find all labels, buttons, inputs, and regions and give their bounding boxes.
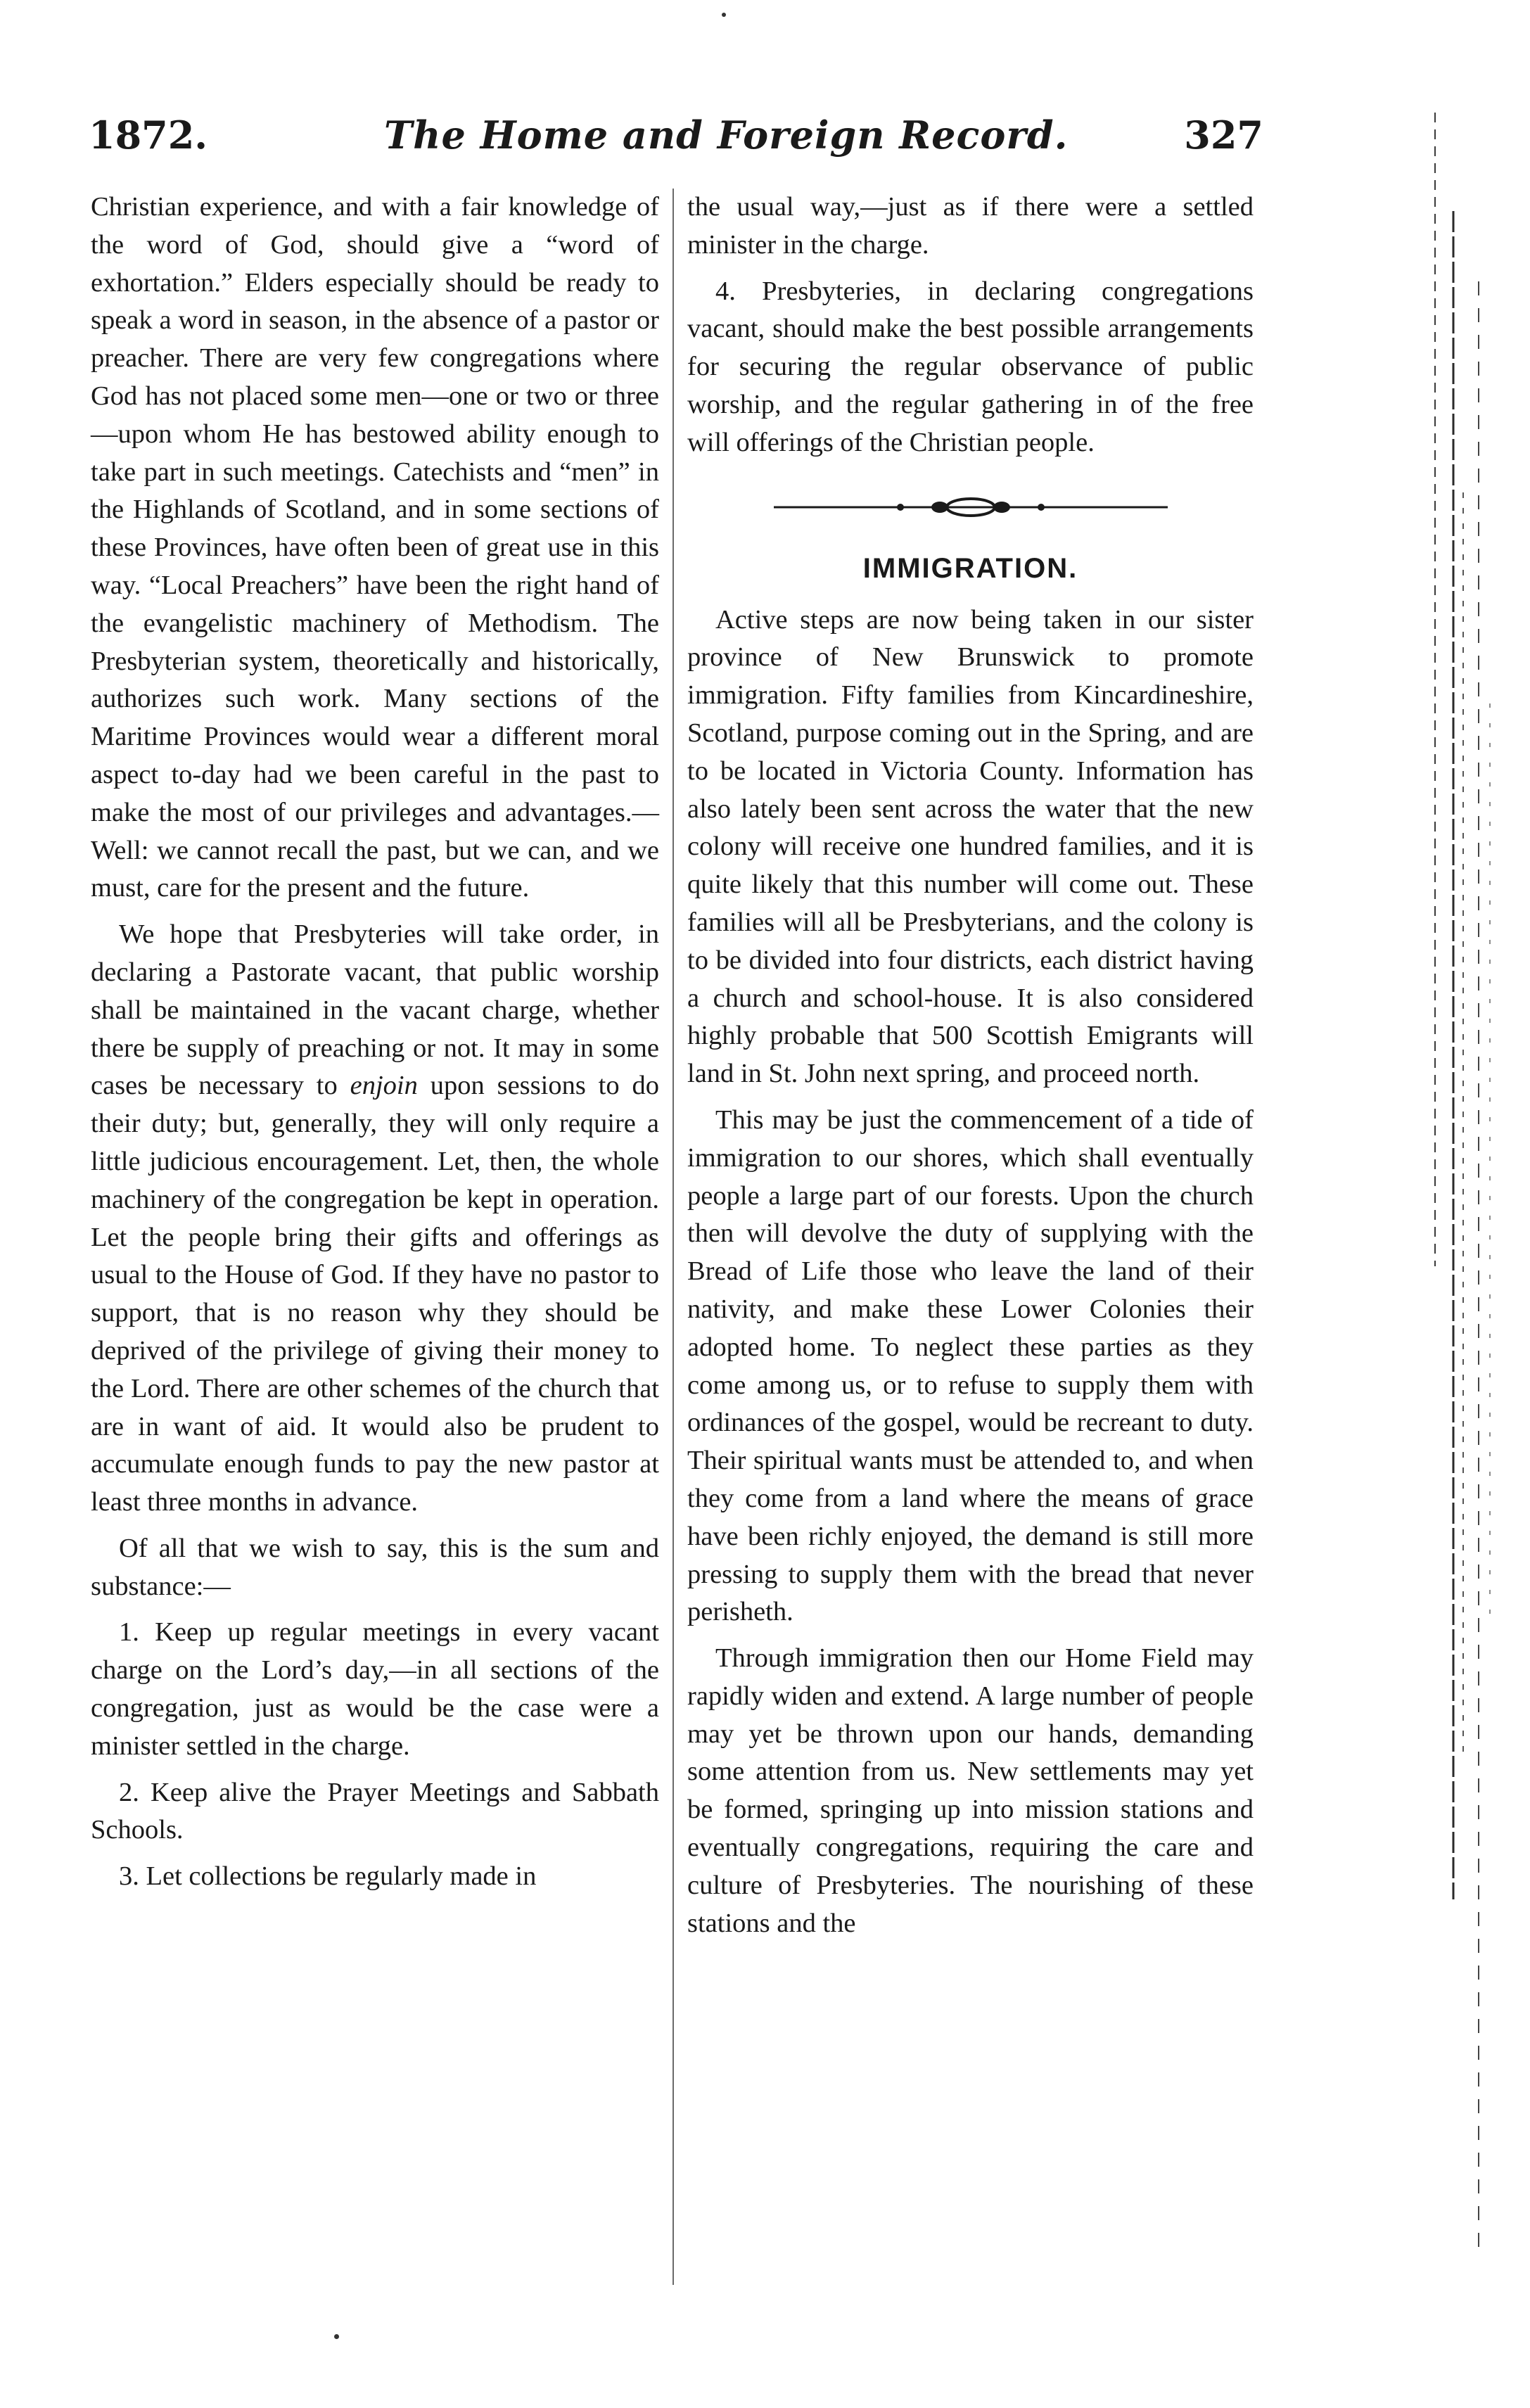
ornament-left-dot — [897, 504, 904, 511]
left-paragraph-2 — [91, 916, 659, 1522]
ornament-right-knot — [993, 502, 1010, 513]
right-paragraph-3: Through immigration then our Home Field may rapidly widen and extend. A large number of people may yet be thrown upon our hands, demanding some attention from us. New settlements may yet be formed, springing up into mission stations and eventually congregations, requiring the care and culture of Presbyteries. The nourishing of these stations and the — [687, 1643, 1254, 1938]
page-edge-shadow — [1420, 70, 1504, 2392]
left-paragraph-3: Of all that we wish to say, this is the sum and substance:— — [91, 1533, 659, 1601]
ink-speck — [334, 2334, 339, 2339]
ornament-left-knot — [931, 502, 948, 513]
list-item-4: 4. Presbyteries, in declaring congregations vacant, should make the best possible arrangements for securing the regular observance of public worship, and the regular gathering in of the free will offerings of the Christian people. — [687, 276, 1254, 457]
ornamental-rule — [774, 493, 1168, 521]
left-paragraph-2-text-b: upon sessions to do their duty; but, generally, they will only require a little judicious encouragement. Let, then, the whole machinery of the congregation be kept in operation. Let the people bring their gifts and offerings as usual to the House of God. If they have no pastor to support, that is no reason why they should be deprived of the privilege of giving their money to the Lord. There are other schemes of the church that are in want of aid. It would also be prudent to accumulate enough funds to pay the new pastor at least three months in advance. — [91, 1071, 659, 1517]
column-divider — [672, 189, 674, 2285]
left-paragraph-2-text-a: We hope that Presbyteries will take order, in declaring a Pastorate vacant, that public worship shall be maintained in the vacant charge, whether there be supply of preaching or not. It may in some cases be necessary to — [91, 919, 659, 1101]
right-paragraph-1: Active steps are now being taken in our sister province of New Brunswick to promote immigration. Fifty families from Kincardineshire, Scotland, purpose coming out in the Spring, and are to be located in Victoria County. Information has also lately been sent across the water that the new colony will receive one hundred families, and it is quite likely that this number will come out. These families will all be Presbyterians, and the colony is to be divided into four districts, each district having a church and school-house. It is also considered highly probable that 500 Scottish Emigrants will land in St. John next spring, and proceed north. — [687, 604, 1254, 1089]
right-continuation: the usual way,—just as if there were a settled minister in the charge. — [687, 192, 1254, 260]
ink-speck — [722, 13, 726, 17]
header-year: 1872. — [89, 113, 208, 158]
header-title: The Home and Foreign Record. — [384, 113, 1069, 158]
running-header — [89, 113, 1263, 169]
emphasis-enjoin: enjoin — [350, 1071, 418, 1101]
list-item-1: 1. Keep up regular meetings in every vacant charge on the Lord’s day,—in all sections of the congregation, just as would be the case were a minister settled in the charge. — [91, 1617, 659, 1761]
right-column — [687, 189, 1254, 1951]
page-number: 327 — [1184, 113, 1263, 158]
ornament-right-dot — [1038, 504, 1045, 511]
section-heading-immigration: IMMIGRATION. — [862, 552, 1078, 584]
left-column — [91, 189, 659, 1904]
left-paragraph-1: Christian experience, and with a fair knowledge of the word of God, should give a “word of exhortation.” Elders especially should be ready to speak a word in season, in the absence of a pastor or preacher. There are very few congregations where God has not placed some men—one or two or three—upon whom He has bestowed ability enough to take part in such meetings. Catechists and “men” in the Highlands of Scotland, and in some sections of these Provinces, have often been of great use in this way. “Local Preachers” have been the right hand of the evangelistic machinery of Methodism. The Presbyterian system, theoretically and historically, authorizes such work. Many sections of the Maritime Provinces would wear a different moral aspect to-day had we been careful in the past to make the most of our privileges and advantages.—Well: we cannot recall the past, but we can, and we must, care for the present and the future. — [91, 192, 659, 903]
list-item-3: 3. Let collections be regularly made in — [119, 1861, 537, 1892]
list-item-2: 2. Keep alive the Prayer Meetings and Sabbath Schools. — [91, 1777, 659, 1845]
right-paragraph-2: This may be just the commencement of a tide of immigration to our shores, which shall eventually people a large part of our forests. Upon the church then will devolve the duty of supplying with the Bread of Life those who leave the land of their nativity, and make these Lower Colonies their adopted home. To neglect these parties as they come among us, or to refuse to supply them with ordinances of the gospel, would be recreant to duty. Their spiritual wants must be attended to, and when they come from a land where the means of grace have been richly enjoyed, the demand is still more pressing to supply them with the bread that never perisheth. — [687, 1104, 1254, 1627]
